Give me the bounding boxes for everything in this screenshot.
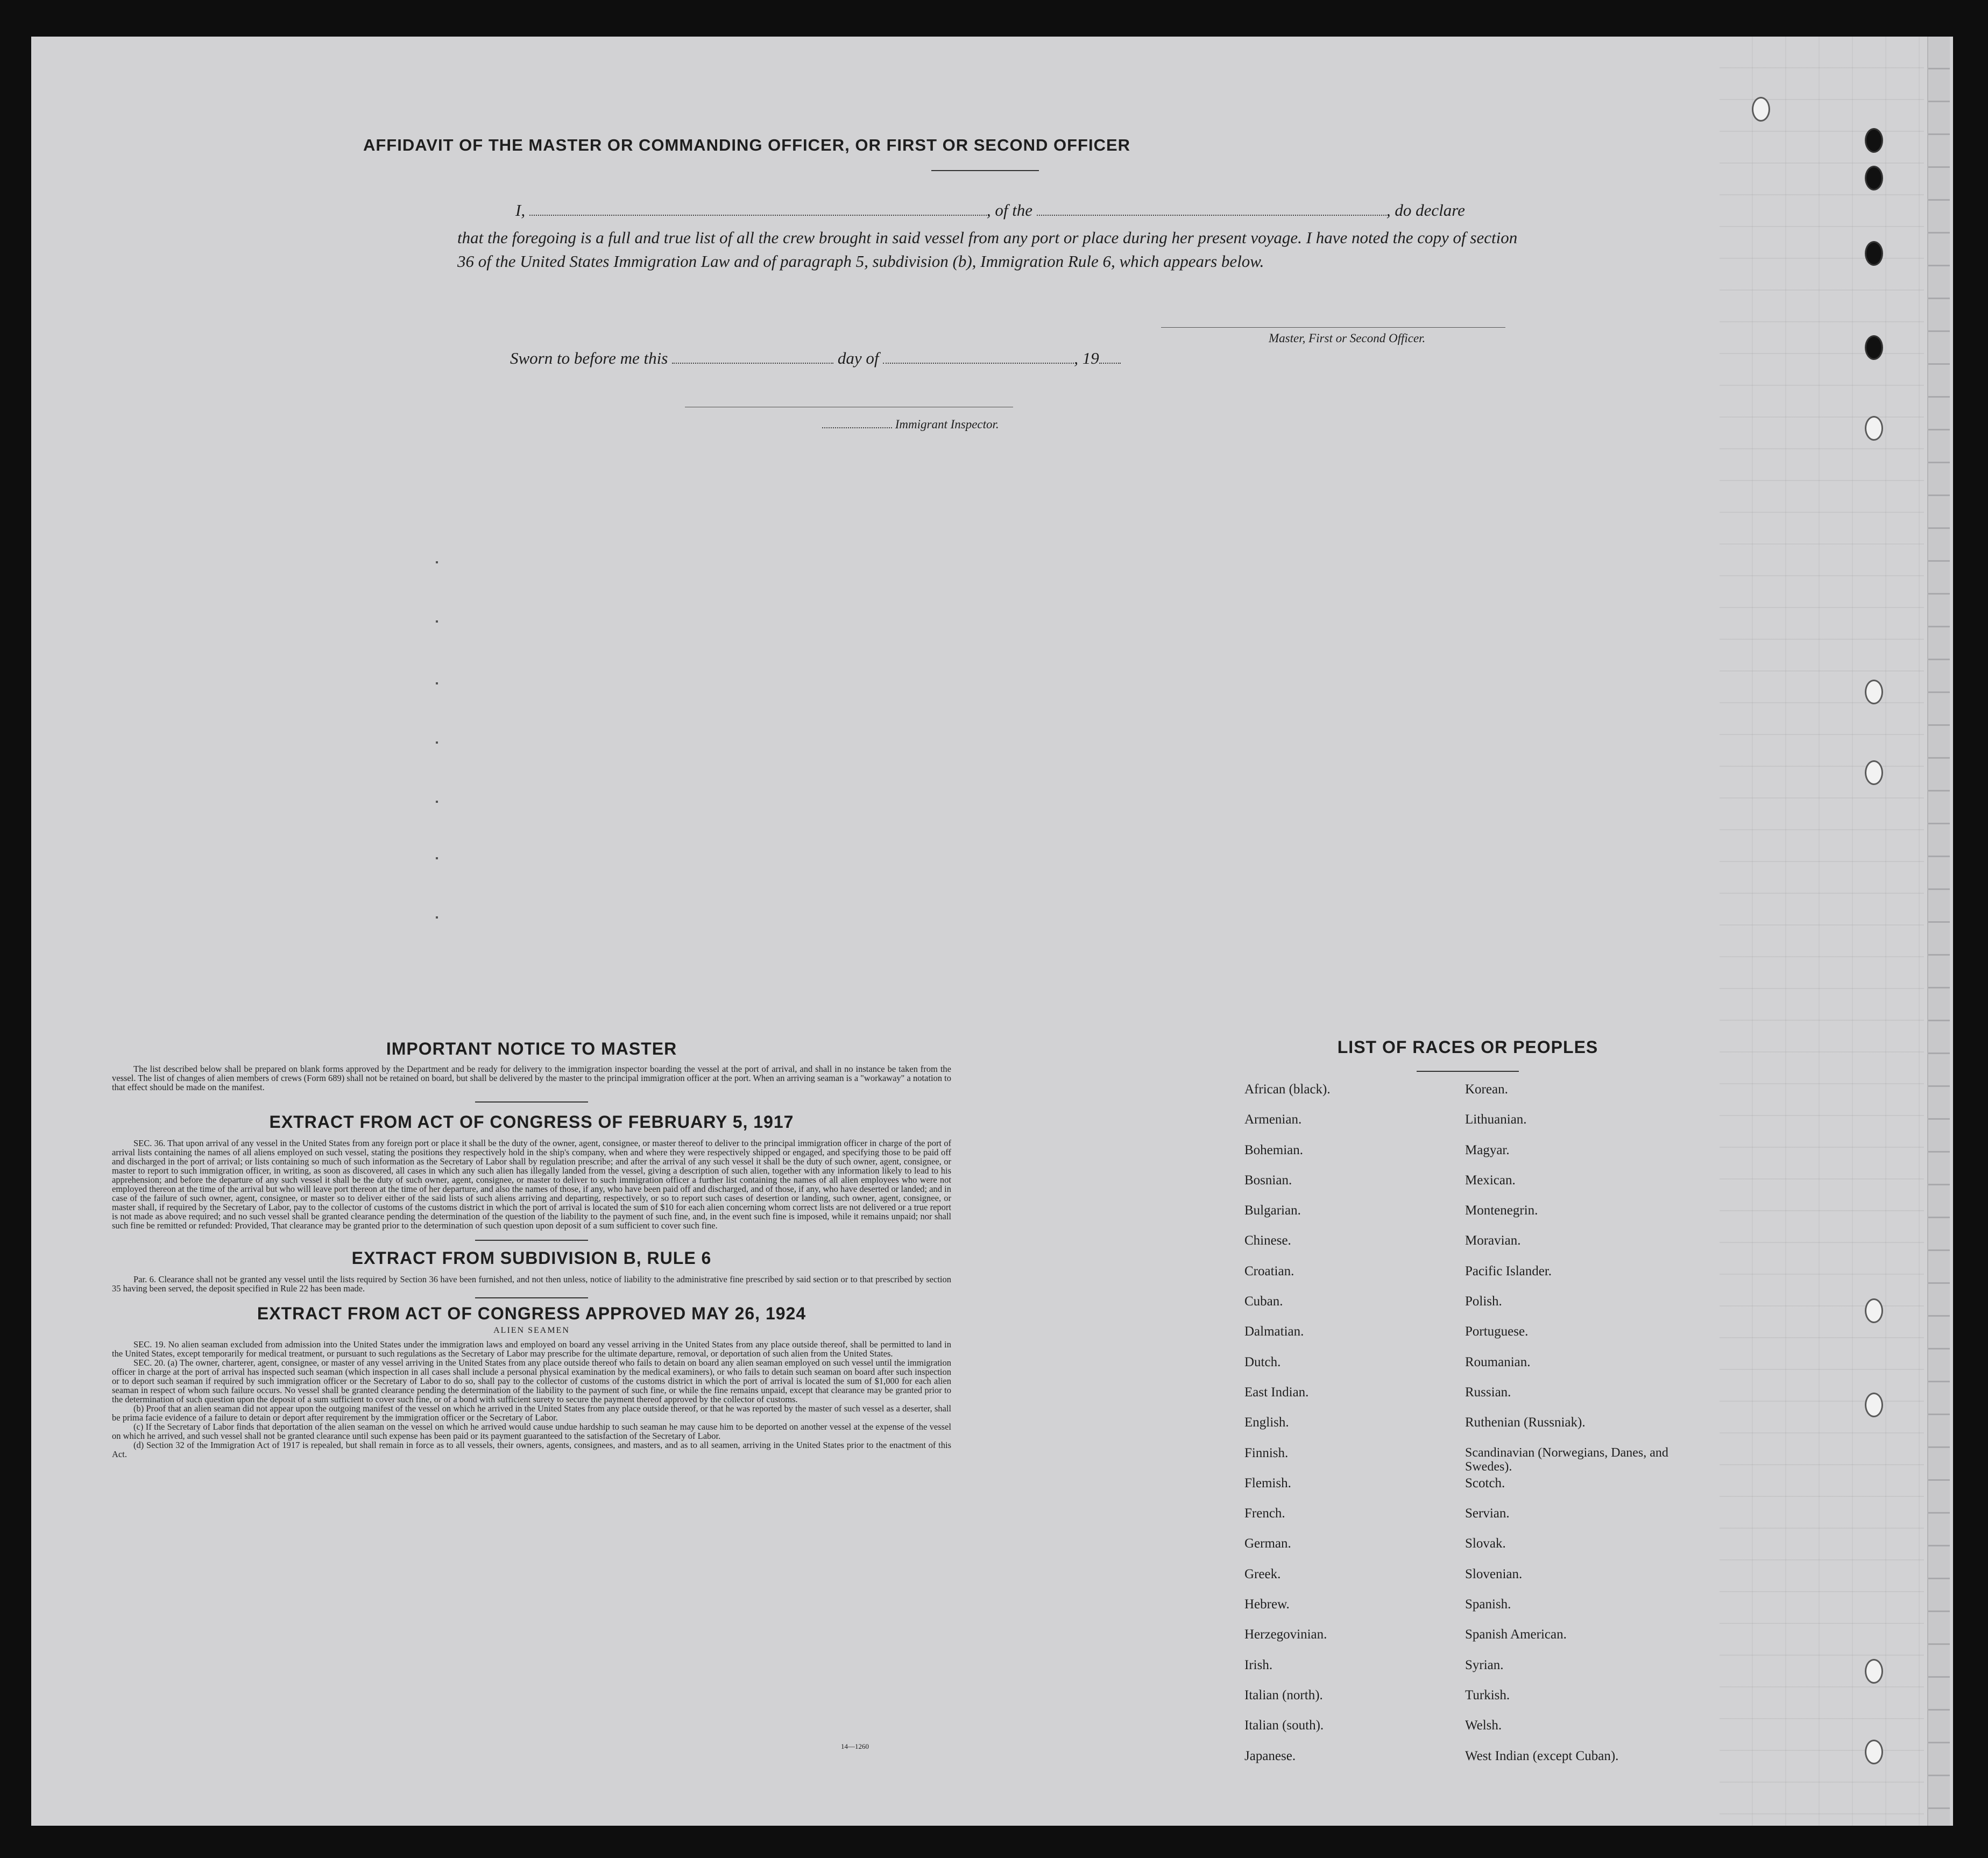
race-item: Montenegrin. — [1465, 1203, 1538, 1218]
extract2-body — [112, 1275, 951, 1293]
sworn-line — [510, 349, 1121, 368]
races-title-rule — [1417, 1071, 1519, 1072]
race-item: Servian. — [1465, 1506, 1510, 1521]
race-item: Portuguese. — [1465, 1324, 1529, 1339]
race-item: West Indian (except Cuban). — [1465, 1748, 1619, 1763]
race-item: Dalmatian. — [1244, 1324, 1304, 1339]
binder-hole-icon — [1752, 97, 1770, 122]
extract3-title: EXTRACT FROM ACT OF CONGRESS APPROVED MAY 26, 1924 — [257, 1304, 806, 1323]
extract3-paragraph: SEC. 20. (a) The owner, charterer, agent, consignee, or master of any vessel arriving in the United States from any place outside thereof who fails to detain on board any alien seaman employed on such vessel until the immigration officer in charge at the port of arrival has inspected such seaman (which inspection in all cases shall include a personal physical examination by the medical examiners), or who fails to detain such seaman on board after such inspection or to deport such seaman if required by such immigration officer or the Secretary of Labor to do so, shall pay to the collector of customs of the customs district in which the port of arrival is located the sum of $1,000 for each alien seaman in respect of whom such failure occurs. No vessel shall be granted clearance pending the determination of the liability to the payment of such fine, or while the fine remains unpaid, except that clearance may be granted prior to the determination of such question upon the deposit of a sum sufficient to cover such fine, or of a bond with sufficient surety to secure the payment thereof approved by the collector of customs. — [112, 1358, 951, 1404]
binder-hole-icon — [1865, 128, 1883, 153]
sworn-start: Sworn to before me this — [510, 349, 668, 368]
extract1-paragraph: SEC. 36. That upon arrival of any vessel in the United States from any foreign port or place it shall be the duty of the owner, agent, consignee, or master thereof to deliver to the principal immigration officer in charge of the port of arrival lists containing the names of all aliens employed on such vessel, stating the positions they respectively hold in the ship's company, when and where they were respectively shipped or engaged, and specifying those to be paid off and discharged in the port of arrival; or lists containing so much of such information as the Secretary of Labor shall by regulation prescribe; and after the arrival of any such vessel it shall be the duty of such owner, agent, consignee, or master to report to such immigration officer, in writing, as soon as discovered, all cases in which any such alien has illegally landed from the vessel, giving a description of such alien, together with any information likely to lead to his apprehension; and before the departure of any such vessel it shall be the duty of such owner, agent, consignee, or master to deliver to such immigration officer a further list containing the names of all alien employees who were not employed thereon at the time of the arrival but who will leave port thereon at the time of her departure, and also the names of those, if any, who have been paid off and discharged, and of those, if any, who have deserted or landed; and in case of the failure of such owner, agent, consignee, or master so to deliver either of the said lists of such aliens arriving and departing, respectively, or so to report such cases of desertion or landing, such owner, agent, consignee, or master shall, if required by the Secretary of Labor, pay to the collector of customs of the customs district in which the port of arrival is located the sum of $10 for each alien concerning whom correct lists are not delivered or a true report is not made as above required; and no such vessel shall be granted clearance pending the determination of the question of the liability to the payment of such fine, and, in the event such fine is imposed, while it remains unpaid; nor shall such fine be remitted or refunded: Provided, That clearance may be granted prior to the determination of such question upon deposit of a sum sufficient to cover such fine. — [112, 1138, 951, 1231]
ruled-margin — [1720, 37, 1924, 1826]
notice-paragraph: The list described below shall be prepared on blank forms approved by the Department and be ready for delivery to the immigration inspector boarding the vessel at the port of arrival, and shall in no instance be taken from the vessel. The list of changes of alien members of crews (Form 689) shall not be retained on board, but shall be delivered by the master to the principal immigration officer at the port. When an arriving seaman is a "workaway" a notation to that effect should be made on the manifest. — [112, 1064, 951, 1092]
race-item: African (black). — [1244, 1082, 1331, 1097]
race-item: Roumanian. — [1465, 1354, 1531, 1369]
affidavit-line1-end: , do declare — [1386, 201, 1465, 220]
binder-hole-icon — [1865, 335, 1883, 360]
section-divider — [475, 1240, 588, 1241]
section-divider — [475, 1297, 588, 1298]
race-item: Spanish American. — [1465, 1627, 1567, 1642]
margin-dot — [436, 682, 438, 684]
binder-hole-icon — [1865, 166, 1883, 190]
affidavit-title: AFFIDAVIT OF THE MASTER OR COMMANDING OFFICER, OR FIRST OR SECOND OFFICER — [363, 136, 1131, 154]
race-item: French. — [1244, 1506, 1285, 1521]
month-blank-field[interactable] — [883, 359, 1074, 364]
race-item: Moravian. — [1465, 1233, 1521, 1248]
race-item: Bosnian. — [1244, 1172, 1292, 1188]
affidavit-line1-start: I, — [515, 201, 526, 220]
margin-dot — [436, 916, 438, 919]
extract3-paragraph: (d) Section 32 of the Immigration Act of 1917 is repealed, but shall remain in force as to all vessels, their owners, agents, consignees, and masters, and as to all seamen, arriving in the United States prior to the enactment of this Act. — [112, 1440, 951, 1459]
race-item: Armenian. — [1244, 1112, 1302, 1127]
affidavit-body: that the foregoing is a full and true list of all the crew brought in said vessel from any port or place during her present voyage. I have noted the copy of section 36 of the United States Immigration Law and of paragraph 5, subdivision (b), Immigration Rule 6, which appears below. — [457, 228, 1518, 271]
race-item: Scotch. — [1465, 1475, 1505, 1490]
signature-line[interactable] — [1161, 327, 1505, 328]
signature-caption: Master, First or Second Officer. — [1269, 331, 1426, 345]
race-item: Bohemian. — [1244, 1142, 1304, 1157]
race-item: Irish. — [1244, 1657, 1273, 1672]
race-item: Italian (south). — [1244, 1718, 1324, 1733]
binder-hole-icon — [1865, 680, 1883, 704]
race-item: East Indian. — [1244, 1384, 1309, 1400]
binder-hole-icon — [1865, 241, 1883, 266]
notice-body — [112, 1064, 951, 1092]
notice-title: IMPORTANT NOTICE TO MASTER — [386, 1039, 677, 1058]
section-divider — [475, 1101, 588, 1103]
races-title: LIST OF RACES OR PEOPLES — [1337, 1037, 1598, 1057]
race-item: Mexican. — [1465, 1172, 1516, 1188]
extract2-paragraph: Par. 6. Clearance shall not be granted any vessel until the lists required by Section 36 have been furnished, and not then unless, notice of liability to the administrative fine prescribed by said section or to that prescribed by section 35 having been served, the deposit specified in Rule 22 has been made. — [112, 1274, 951, 1294]
race-item: Slovak. — [1465, 1536, 1506, 1551]
race-item: Welsh. — [1465, 1718, 1502, 1733]
race-item: German. — [1244, 1536, 1291, 1551]
inspector-dash — [822, 425, 892, 428]
affidavit-declaration-line — [515, 201, 1465, 220]
extract3-body — [112, 1340, 951, 1459]
race-item: Hebrew. — [1244, 1597, 1290, 1612]
race-item: Ruthenian (Russniak). — [1465, 1415, 1586, 1430]
form-number: 14—1260 — [841, 1742, 869, 1750]
name-blank-field[interactable] — [529, 211, 987, 216]
race-item: Greek. — [1244, 1566, 1281, 1581]
day-blank-field[interactable] — [672, 359, 833, 364]
affidavit-line1-mid: , of the — [986, 201, 1033, 220]
margin-dot — [436, 741, 438, 744]
race-item: Lithuanian. — [1465, 1112, 1527, 1127]
binder-hole-icon — [1865, 1298, 1883, 1323]
margin-dot — [436, 857, 438, 859]
extract1-body — [112, 1139, 951, 1230]
binder-hole-icon — [1865, 1659, 1883, 1684]
race-item: English. — [1244, 1415, 1289, 1430]
race-item: Scandinavian (Norwegians, Danes, and Swedes). — [1465, 1445, 1668, 1474]
extract3-paragraph: SEC. 19. No alien seaman excluded from admission into the United States under the immigration laws and employed on board any vessel arriving in the United States from any place outside thereof, shall be permitted to land in the United States, except temporarily for medical treatment, or pursuant to such regulations as the Secretary of Labor may prescribe for the ultimate departure, removal, or deportation of such alien from the United States. — [112, 1339, 951, 1359]
inspector-caption-text: Immigrant Inspector. — [895, 418, 999, 431]
race-item: Korean. — [1465, 1082, 1508, 1097]
binder-hole-icon — [1865, 760, 1883, 785]
race-item: Pacific Islander. — [1465, 1263, 1552, 1278]
race-item: Herzegovinian. — [1244, 1627, 1327, 1642]
race-item: Turkish. — [1465, 1687, 1510, 1702]
extract1-title: EXTRACT FROM ACT OF CONGRESS OF FEBRUARY 5, 1917 — [269, 1112, 794, 1132]
race-item: Spanish. — [1465, 1597, 1511, 1612]
extract3-paragraph: (b) Proof that an alien seaman did not appear upon the outgoing manifest of the vessel on which he arrived in the United States from any place outside thereof, or that he was reported by the master of such vessel as a deserter, shall be prima facie evidence of a failure to detain or deport after requirement by the immigration officer or the Secretary of Labor. — [112, 1403, 951, 1423]
extract3-subtitle: ALIEN SEAMEN — [493, 1326, 570, 1335]
page-edge — [1927, 37, 1950, 1826]
race-item: Flemish. — [1244, 1475, 1291, 1490]
race-item: Slovenian. — [1465, 1566, 1523, 1581]
margin-dot — [436, 561, 438, 563]
year-blank-field[interactable] — [1099, 359, 1121, 364]
sworn-mid: day of — [837, 349, 879, 368]
binder-hole-icon — [1865, 1393, 1883, 1417]
binder-hole-icon — [1865, 416, 1883, 441]
vessel-blank-field[interactable] — [1037, 211, 1386, 216]
race-item: Bulgarian. — [1244, 1203, 1301, 1218]
margin-dot — [436, 620, 438, 623]
race-item: Dutch. — [1244, 1354, 1281, 1369]
document-page — [31, 37, 1953, 1826]
race-item: Croatian. — [1244, 1263, 1294, 1278]
race-item: Japanese. — [1244, 1748, 1296, 1763]
race-item: Polish. — [1465, 1294, 1502, 1309]
race-item: Chinese. — [1244, 1233, 1291, 1248]
race-item: Magyar. — [1465, 1142, 1510, 1157]
race-item: Cuban. — [1244, 1294, 1283, 1309]
important-notice-section — [112, 1039, 951, 1459]
race-item: Finnish. — [1244, 1445, 1289, 1460]
margin-dot — [436, 801, 438, 803]
races-list — [1244, 1082, 1718, 1779]
race-item: Syrian. — [1465, 1657, 1504, 1672]
race-item: Russian. — [1465, 1384, 1511, 1400]
extract3-paragraph: (c) If the Secretary of Labor finds that deportation of the alien seaman on the vessel on which he arrived would cause undue hardship to such seaman he may cause him to be deported on another vessel at the expense of the vessel on which he arrived, and such vessel shall not be granted clearance until such expense has been paid or its payment guaranteed to the satisfaction of the Secretary of Labor. — [112, 1422, 951, 1441]
race-item: Italian (north). — [1244, 1687, 1323, 1702]
extract2-title: EXTRACT FROM SUBDIVISION B, RULE 6 — [351, 1248, 712, 1268]
inspector-caption — [822, 418, 999, 432]
binder-hole-icon — [1865, 1740, 1883, 1764]
title-rule — [931, 170, 1039, 171]
sworn-end: , 19 — [1074, 349, 1099, 368]
